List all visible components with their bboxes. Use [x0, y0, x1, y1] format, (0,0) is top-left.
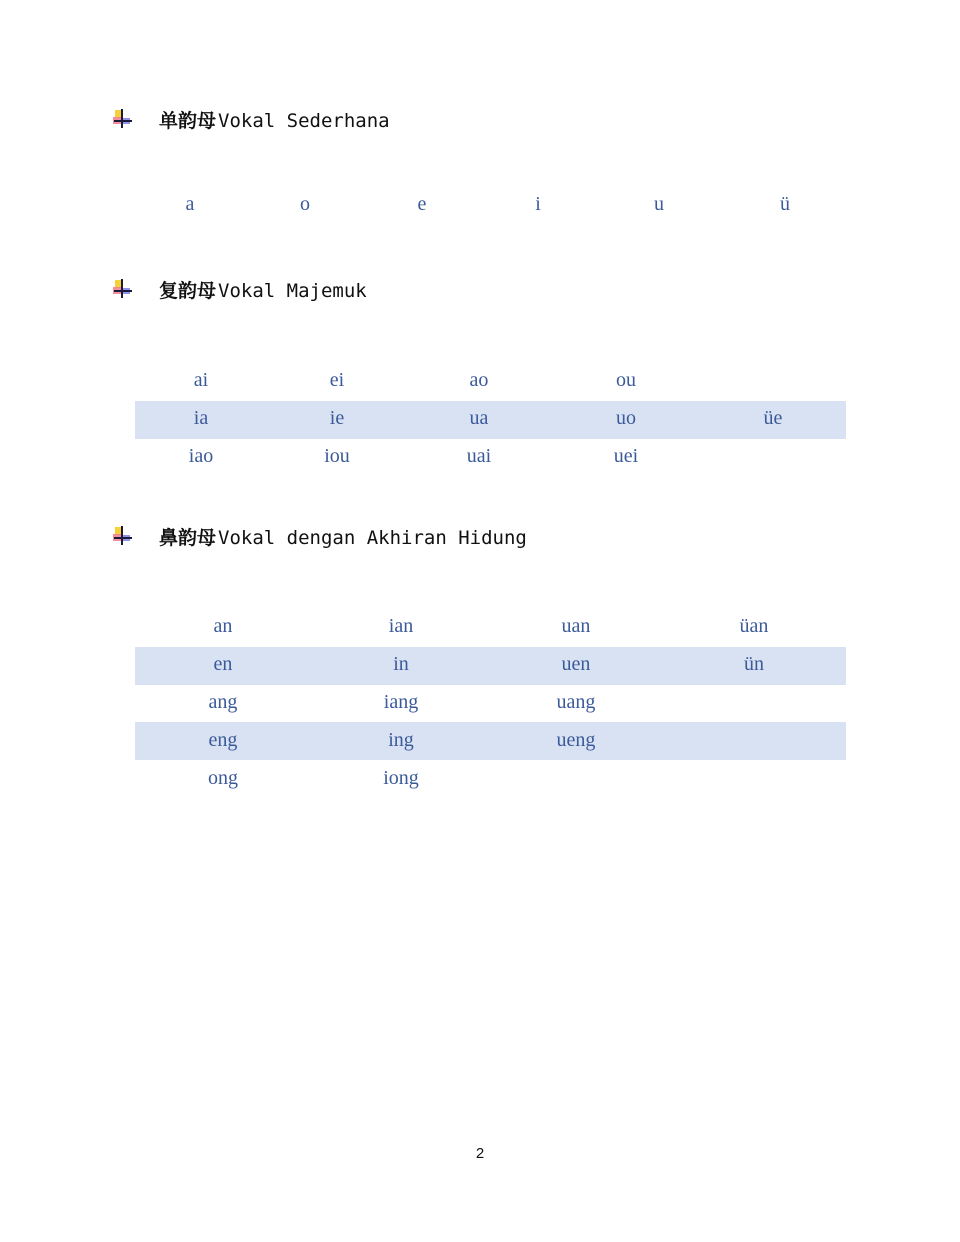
vowel-item: u	[654, 193, 664, 215]
table-cell: uang	[556, 691, 596, 713]
page-number: 2	[475, 1145, 485, 1162]
vowel-item: a	[185, 193, 195, 215]
table-cell: üe	[763, 407, 783, 429]
chinese-title: 单韵母	[159, 109, 217, 132]
table-cell: ou	[616, 369, 636, 391]
table-cell: ia	[193, 407, 209, 429]
table-row	[0, 685, 960, 723]
simple-vowels-row	[0, 193, 960, 223]
table-row	[0, 401, 960, 439]
table-cell: in	[393, 653, 409, 675]
table-cell: uan	[561, 615, 591, 637]
table-cell: ün	[744, 653, 764, 675]
table-cell: uo	[616, 407, 636, 429]
vowel-item: e	[417, 193, 427, 215]
table-cell: en	[213, 653, 233, 675]
indonesian-title: Vokal dengan Akhiran Hidung	[218, 526, 527, 549]
bullet-icon	[112, 278, 134, 300]
table-row	[0, 363, 960, 401]
table-cell: ian	[388, 615, 414, 637]
table-cell: ueng	[556, 729, 596, 751]
table-cell: eng	[208, 729, 238, 751]
table-cell: ong	[208, 767, 238, 789]
chinese-title: 鼻韵母	[159, 526, 217, 549]
vowel-item: o	[300, 193, 310, 215]
table-cell: ua	[469, 407, 489, 429]
table-cell: ai	[193, 369, 209, 391]
indonesian-title: Vokal Majemuk	[218, 279, 367, 302]
bullet-icon	[112, 525, 134, 547]
table-row	[0, 647, 960, 685]
vowel-item: ü	[780, 193, 790, 215]
table-row	[0, 439, 960, 477]
table-cell: uen	[561, 653, 591, 675]
table-cell: uai	[466, 445, 492, 467]
table-cell: iao	[188, 445, 214, 467]
section-heading-compound-vowels	[112, 274, 367, 304]
table-row	[0, 723, 960, 761]
table-row	[0, 609, 960, 647]
table-cell: ei	[329, 369, 345, 391]
section-heading-nasal-vowels	[112, 521, 527, 551]
section-title	[159, 523, 527, 550]
table-cell: ao	[469, 369, 489, 391]
table-cell: iang	[383, 691, 419, 713]
table-cell: üan	[739, 615, 769, 637]
bullet-icon	[112, 108, 134, 130]
table-cell: iong	[383, 767, 419, 789]
section-title	[159, 106, 390, 133]
table-cell: ang	[208, 691, 238, 713]
table-cell: ing	[388, 729, 414, 751]
section-heading-simple-vowels	[112, 104, 390, 134]
indonesian-title: Vokal Sederhana	[218, 109, 390, 132]
table-cell: an	[213, 615, 233, 637]
table-cell: uei	[613, 445, 639, 467]
table-row	[0, 761, 960, 799]
section-title	[159, 276, 367, 303]
chinese-title: 复韵母	[159, 279, 217, 302]
table-cell: ie	[329, 407, 345, 429]
table-cell: iou	[324, 445, 350, 467]
vowel-item: i	[535, 193, 541, 215]
